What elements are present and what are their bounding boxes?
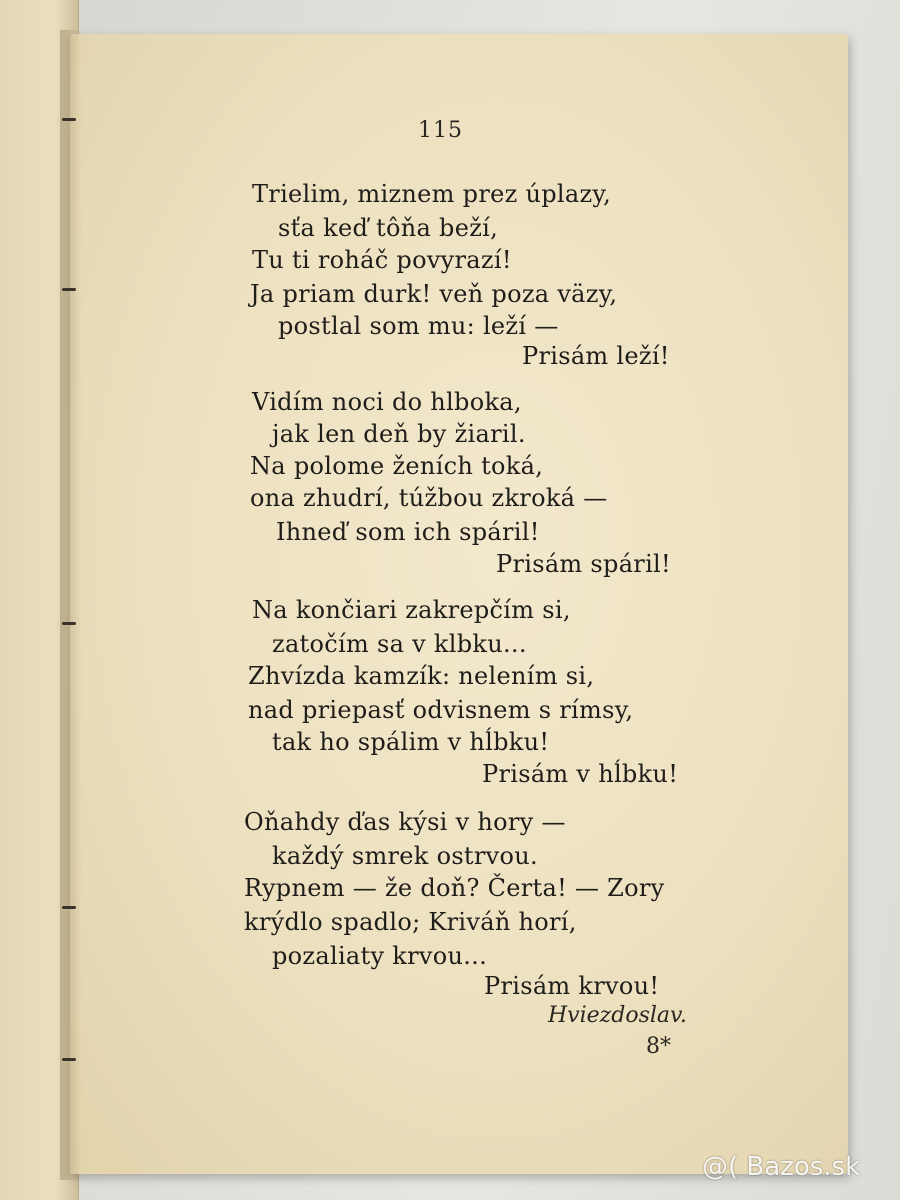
verse-line: ona zhudrí, túžbou zkroká — (250, 484, 608, 512)
verse-line: postlal som mu: leží — (278, 312, 559, 340)
verse-line: Tu ti roháč povyrazí! (252, 246, 512, 274)
verse-refrain: Prisám leží! (522, 342, 670, 370)
verse-line: nad priepasť odvisnem s rímsy, (248, 696, 634, 724)
verse-line: Na končiari zakrepčím si, (252, 596, 571, 624)
verse-line: každý smrek ostrvou. (272, 842, 538, 870)
signature-mark: 8* (646, 1034, 671, 1059)
verse-line: pozaliaty krvou... (272, 942, 488, 970)
verse-line: zatočím sa v klbku... (272, 630, 527, 658)
page-number: 115 (418, 118, 463, 143)
verse-refrain: Prisám spáril! (496, 550, 671, 578)
binding-stitch (62, 288, 76, 291)
verse-line: Na polome ženích toká, (250, 452, 544, 480)
site-watermark: @( Bazos.sk (702, 1152, 861, 1182)
verse-line: Rypnem — že doň? Čerta! — Zory (244, 874, 665, 902)
binding-stitch (62, 622, 76, 625)
page-gutter (60, 30, 82, 1180)
verse-line: Trielim, miznem prez úplazy, (252, 180, 612, 208)
verse-line: tak ho spálim v hĺbku! (272, 728, 550, 756)
author-signature: Hviezdoslav. (548, 1003, 687, 1028)
verse-line: krýdlo spadlo; Kriváň horí, (244, 908, 577, 936)
verse-line: Ihneď som ich spáril! (276, 518, 540, 546)
verse-line: Vidím noci do hlboka, (252, 388, 522, 416)
binding-stitch (62, 906, 76, 909)
verse-line: sťa keď tôňa beží, (278, 214, 499, 242)
verse-line: jak len deň by žiaril. (272, 420, 526, 448)
binding-stitch (62, 1058, 76, 1061)
binding-stitch (62, 118, 76, 121)
verse-line: Ja priam durk! veň poza väzy, (250, 280, 618, 308)
verse-refrain: Prisám krvou! (484, 972, 660, 1000)
verse-line: Oňahdy ďas kýsi v hory — (244, 808, 566, 836)
verse-refrain: Prisám v hĺbku! (482, 760, 679, 788)
verse-line: Zhvízda kamzík: nelením si, (248, 662, 595, 690)
